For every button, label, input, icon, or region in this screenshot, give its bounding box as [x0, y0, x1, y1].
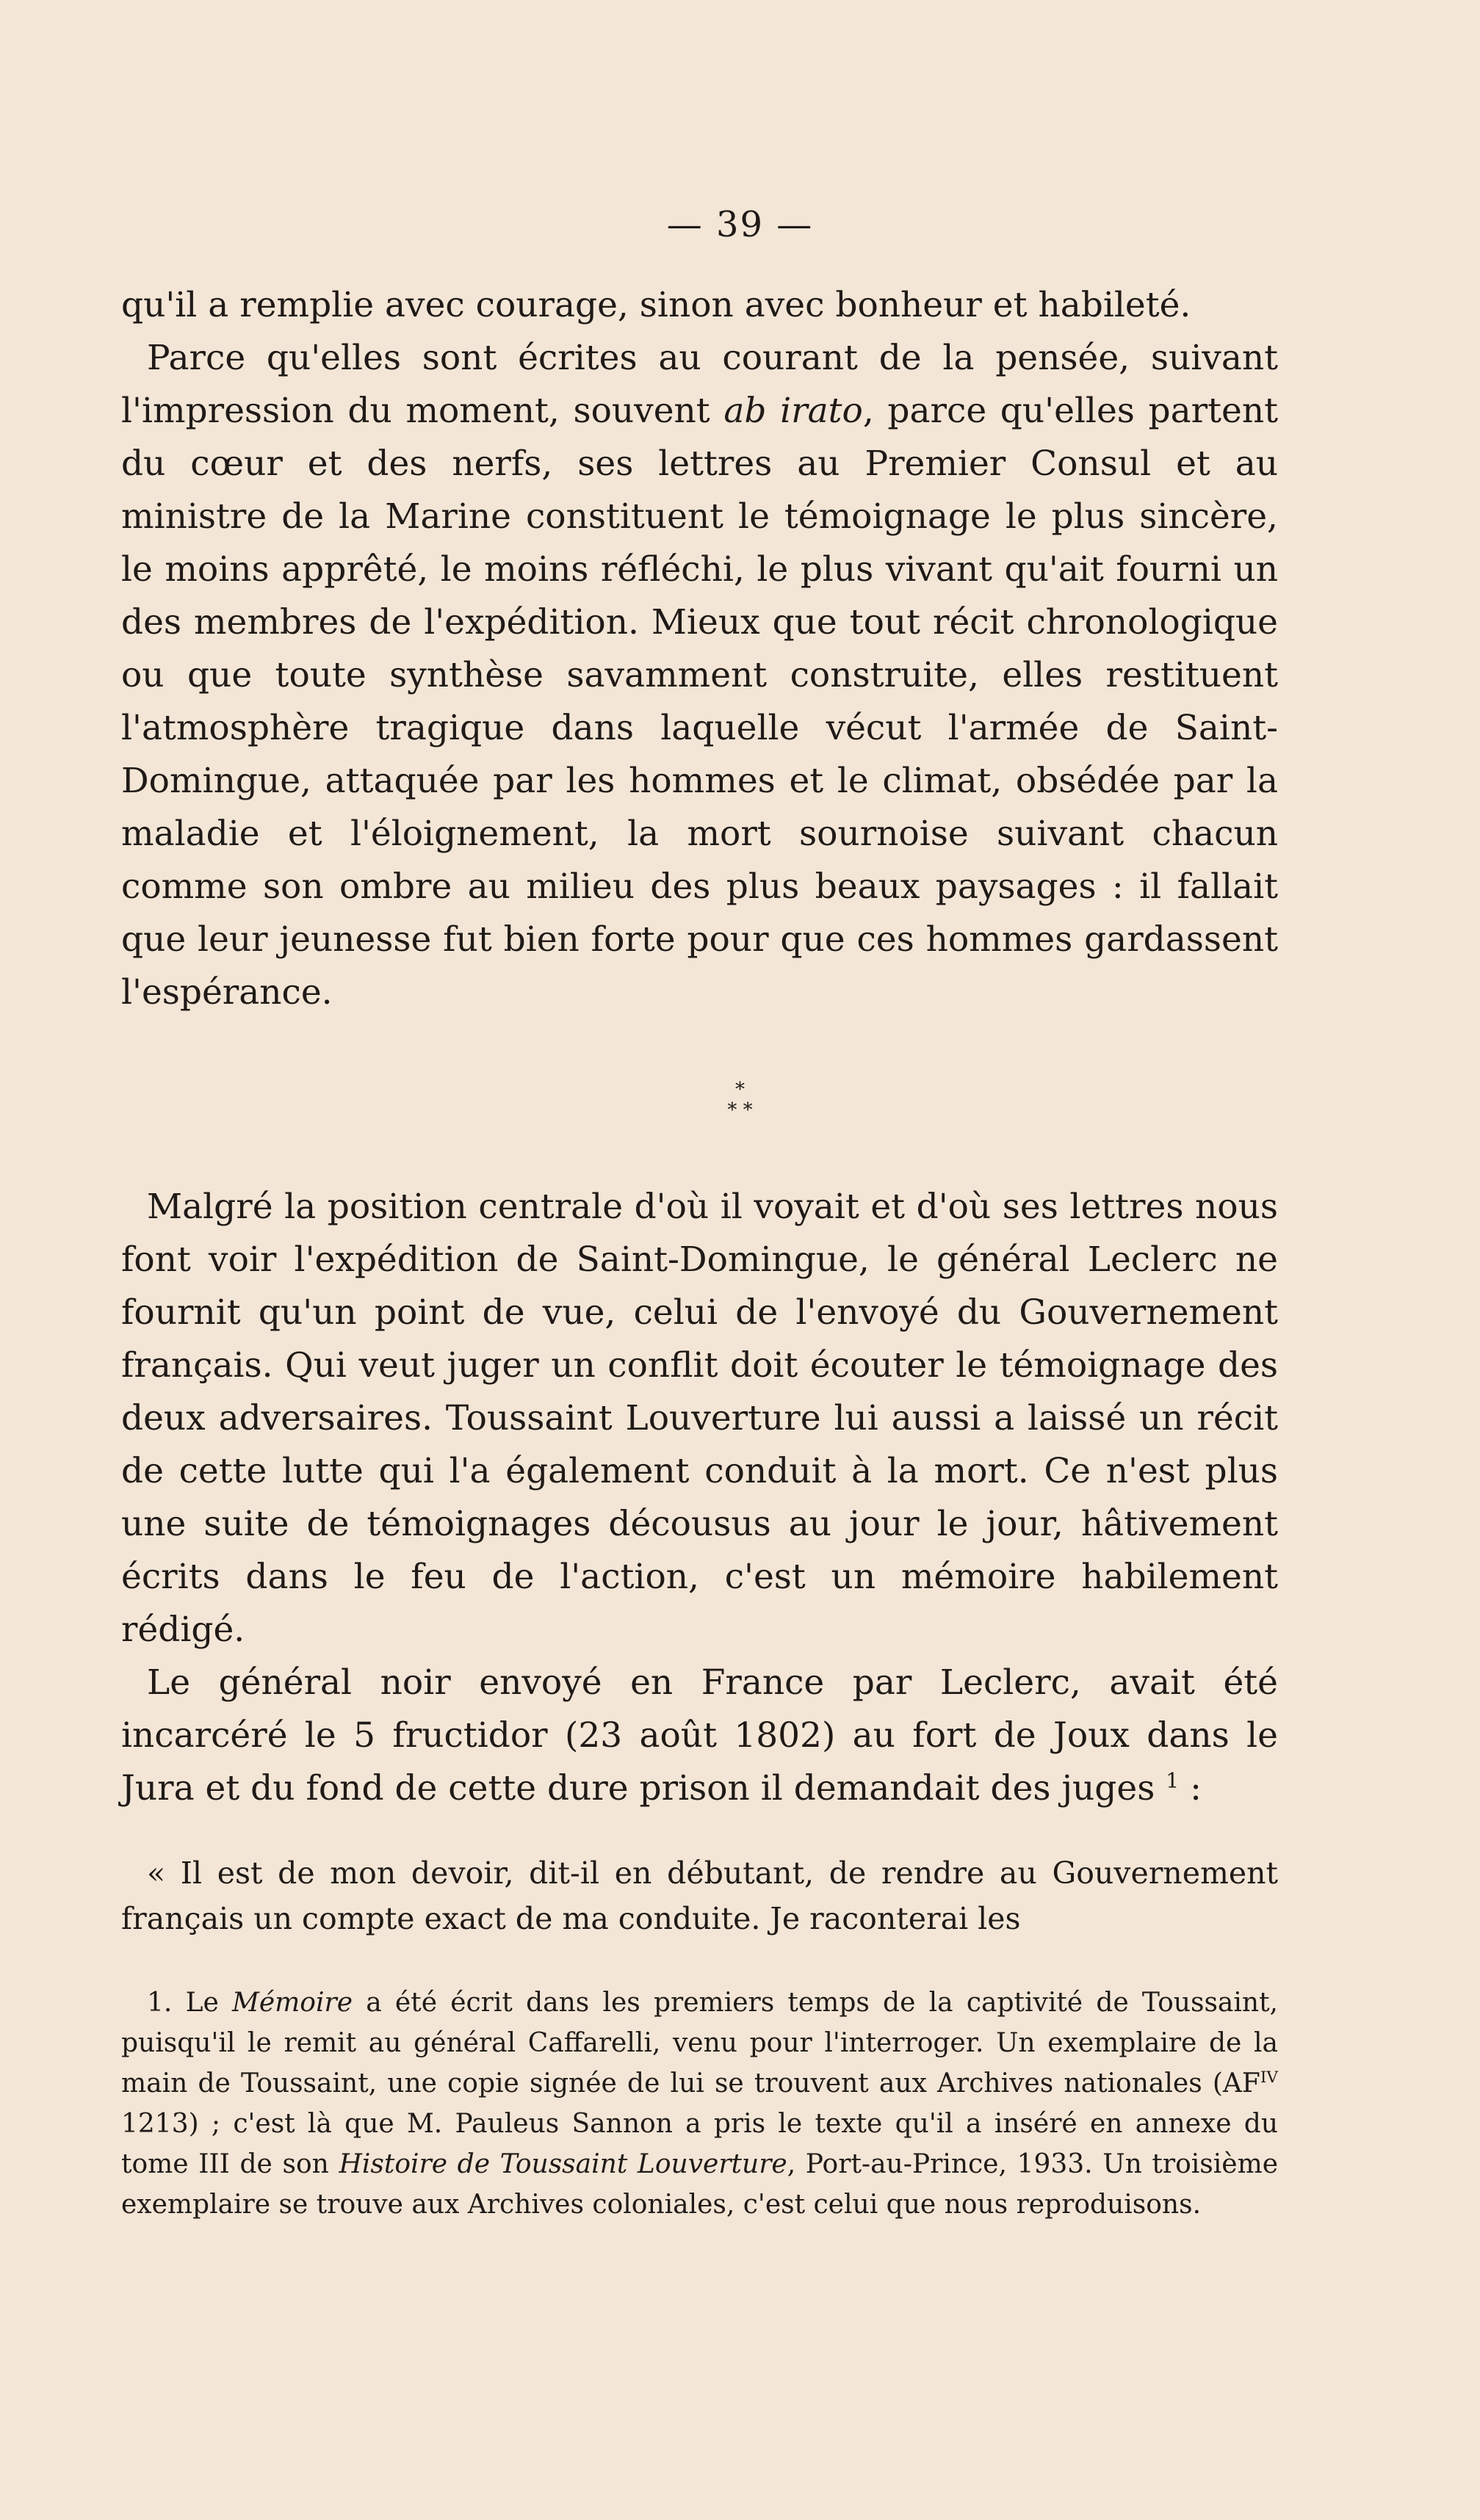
quotation	[121, 1850, 1278, 1941]
footnote-reference: 1	[1166, 1768, 1180, 1793]
footnote-text-part: , Port-au-Prince, 1933. Un troisième exemplaire se trouve aux Archives coloniales, c'est celui que nous reproduisons.	[121, 2149, 1279, 2220]
italic-phrase: ab irato	[723, 391, 863, 431]
paragraph	[121, 1657, 1278, 1815]
quotation-text: « Il est de mon devoir, dit-il en débutant, de rendre au Gouvernement français un compte exact de ma conduite. Je raconterai les	[121, 1855, 1278, 1936]
paragraph-continuation: qu'il a remplie avec courage, sinon avec bonheur et habileté.	[121, 285, 1191, 325]
footnote	[121, 1983, 1278, 2225]
asterism-bottom: * *	[727, 1099, 753, 1121]
paragraph: Malgré la position centrale d'où il voyait et d'où ses lettres nous font voir l'expédition de Saint-Domingue, le général Leclerc ne fournit qu'un point de vue, celui de l'envoyé du Gouvernement français. Qui veut juger un conflit doit écouter le témoignage des deux adversaires. Toussaint Louverture lui aussi a laissé un récit de cette lutte qui l'a également conduit à la mort. Ce n'est plus une suite de témoignages décousus au jour le jour, hâtivement écrits dans le feu de l'action, c'est un mémoire habilement rédigé.	[121, 1187, 1278, 1650]
footnote-text	[121, 1983, 1278, 2225]
paragraph-text: Le général noir envoyé en France par Leclerc, avait été incarcéré le 5 fructidor (23 août 1802) au fort de Joux dans le Jura et du fond de cette dure prison il demandait des juges	[121, 1662, 1278, 1808]
paragraph	[121, 332, 1278, 1019]
footnote-italic: Histoire de Toussaint Louverture	[339, 2149, 787, 2179]
page-number: — 39 —	[666, 204, 814, 245]
asterism-top: *	[735, 1079, 745, 1101]
paragraph-text: , parce qu'elles partent du cœur et des nerfs, ses lettres au Premier Consul et au ministre de la Marine constituent le témoignage le plus sincère, le moins apprêté, le moins réfléchi, le plus vivant qu'ait fourni un des membres de l'expédition. Mieux que tout récit chronologique ou que toute synthèse savamment construite, elles restituent l'atmosphère tragique dans laquelle vécut l'armée de Saint-Domingue, attaquée par les hommes et le climat, obsédée par la maladie et l'éloignement, la mort sournoise suivant chacun comme son ombre au milieu des plus beaux paysages : il fallait que leur jeunesse fut bien forte pour que ces hommes gardassent l'espérance.	[121, 391, 1278, 1013]
footnote-marker: 1. Le	[147, 1988, 232, 2018]
footnote-text-part: 1213) ; c'est là que M. Pauleus Sannon a pris le texte qu'il a inséré en annexe du tome III de son	[121, 2109, 1278, 2179]
paragraph-text: :	[1179, 1768, 1202, 1808]
footnote-text-part: a été écrit dans les premiers temps de la captivité de Toussaint, puisqu'il le remit au général Caffarelli, venu pour l'interroger. Un exemplaire de la main de Toussaint, une copie signée de lui se trouvent aux Archives nationales (AF	[121, 1988, 1278, 2099]
paragraph-text: Parce qu'elles sont écrites au courant de la pensée, suivant l'impression du moment, souvent	[121, 338, 1278, 431]
footnote-italic: Mémoire	[232, 1988, 353, 2018]
footnote-superscript: IV	[1260, 2068, 1278, 2087]
section-one	[121, 279, 1278, 1019]
section-break-asterism	[0, 1079, 1480, 1120]
section-two	[121, 1181, 1278, 1815]
